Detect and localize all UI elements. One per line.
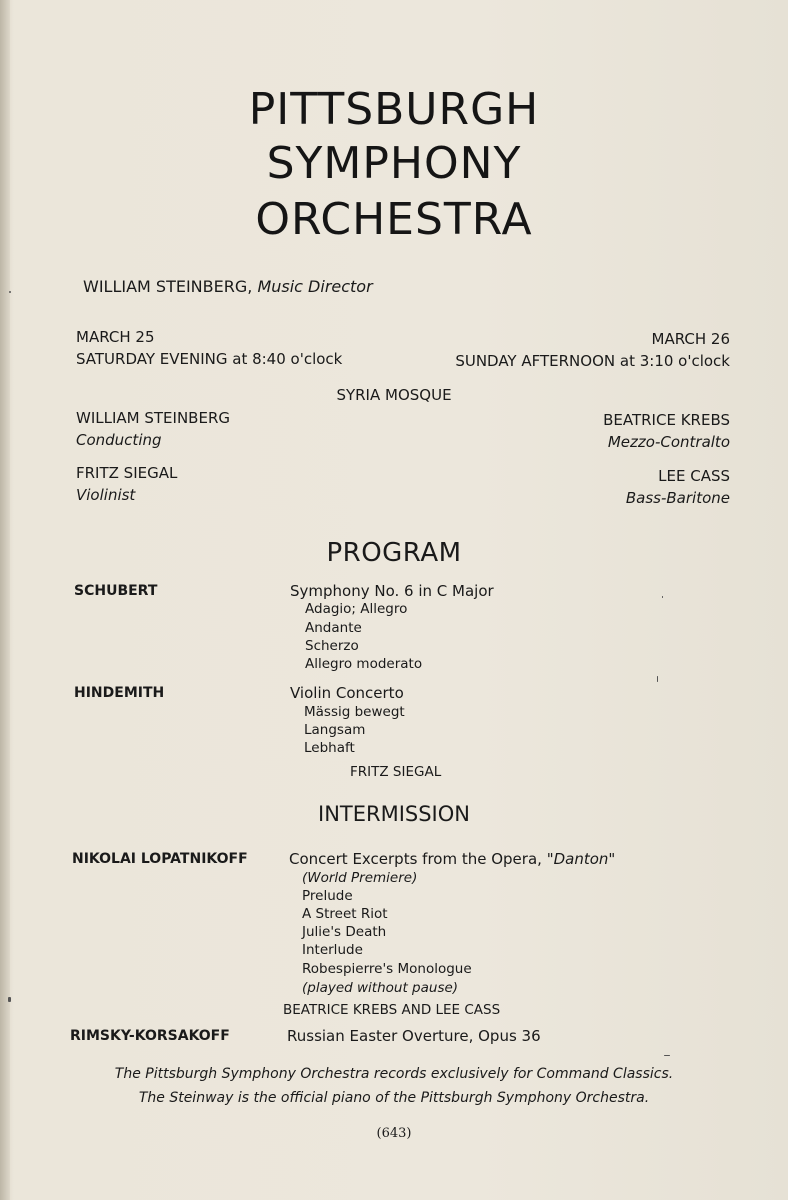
paper-speck: [657, 676, 658, 682]
movement: Robespierre's Monologue: [302, 961, 472, 977]
footer-line-1: The Pittsburgh Symphony Orchestra records exclusively for Command Classics.: [114, 1066, 674, 1082]
title-line-2: SYMPHONY: [266, 138, 522, 189]
movement: Mässig bewegt: [304, 704, 405, 720]
composer-lopatnikoff: NIKOLAI LOPATNIKOFF: [72, 851, 248, 867]
movement: Interlude: [302, 942, 363, 958]
movement: A Street Riot: [302, 906, 388, 922]
performance-note: (played without pause): [302, 980, 459, 996]
work-lopatnikoff: [289, 850, 615, 868]
director-name: WILLIAM STEINBERG,: [83, 277, 253, 296]
right-date: MARCH 26: [651, 330, 730, 348]
composer-rimsky-korsakoff: RIMSKY-KORSAKOFF: [70, 1028, 230, 1044]
venue: SYRIA MOSQUE: [336, 386, 452, 404]
performer-role-steinberg: Conducting: [76, 431, 162, 449]
footer-line-2: The Steinway is the official piano of the Pittsburgh Symphony Orchestra.: [138, 1090, 650, 1106]
intermission-heading: INTERMISSION: [318, 802, 470, 826]
soloist-hindemith: FRITZ SIEGAL: [350, 764, 442, 780]
music-director: [83, 277, 373, 296]
movement: Langsam: [304, 722, 366, 738]
work-hindemith: Violin Concerto: [290, 684, 404, 702]
right-time: SUNDAY AFTERNOON at 3:10 o'clock: [455, 352, 730, 370]
composer-schubert: SCHUBERT: [74, 583, 158, 599]
paper-speck: [664, 1055, 670, 1056]
movement: Prelude: [302, 888, 353, 904]
work-title: "Danton": [546, 850, 616, 868]
movement: Andante: [305, 620, 362, 636]
work-schubert: Symphony No. 6 in C Major: [290, 582, 494, 600]
performer-role-cass: Bass-Baritone: [625, 489, 730, 507]
page-number: (643): [376, 1126, 412, 1141]
title-line-3: ORCHESTRA: [255, 194, 533, 245]
left-date: MARCH 25: [76, 328, 155, 346]
movement: Allegro moderato: [305, 656, 423, 672]
paper-speck: [662, 596, 663, 598]
movement: Julie's Death: [302, 924, 387, 940]
performer-name-steinberg: WILLIAM STEINBERG: [76, 409, 230, 427]
paper-speck: [9, 291, 11, 293]
work-rimsky-korsakoff: Russian Easter Overture, Opus 36: [287, 1027, 541, 1045]
world-premiere-note: (World Premiere): [302, 870, 418, 886]
work-prefix: Concert Excerpts from the Opera,: [289, 850, 547, 868]
composer-hindemith: HINDEMITH: [74, 685, 165, 701]
movement: Lebhaft: [304, 740, 355, 756]
soloists-lopatnikoff: BEATRICE KREBS AND LEE CASS: [283, 1002, 501, 1018]
performer-name-krebs: BEATRICE KREBS: [603, 411, 730, 429]
performer-name-cass: LEE CASS: [658, 467, 730, 485]
performer-name-siegal: FRITZ SIEGAL: [76, 464, 178, 482]
performer-role-krebs: Mezzo-Contralto: [607, 433, 730, 451]
left-time: SATURDAY EVENING at 8:40 o'clock: [76, 350, 343, 368]
program-heading: PROGRAM: [326, 538, 462, 568]
performer-role-siegal: Violinist: [76, 486, 136, 504]
paper-speck: [8, 997, 11, 1002]
movement: Adagio; Allegro: [305, 601, 408, 617]
title-line-1: PITTSBURGH: [248, 84, 540, 135]
movement: Scherzo: [305, 638, 359, 654]
director-role: Music Director: [257, 277, 373, 296]
